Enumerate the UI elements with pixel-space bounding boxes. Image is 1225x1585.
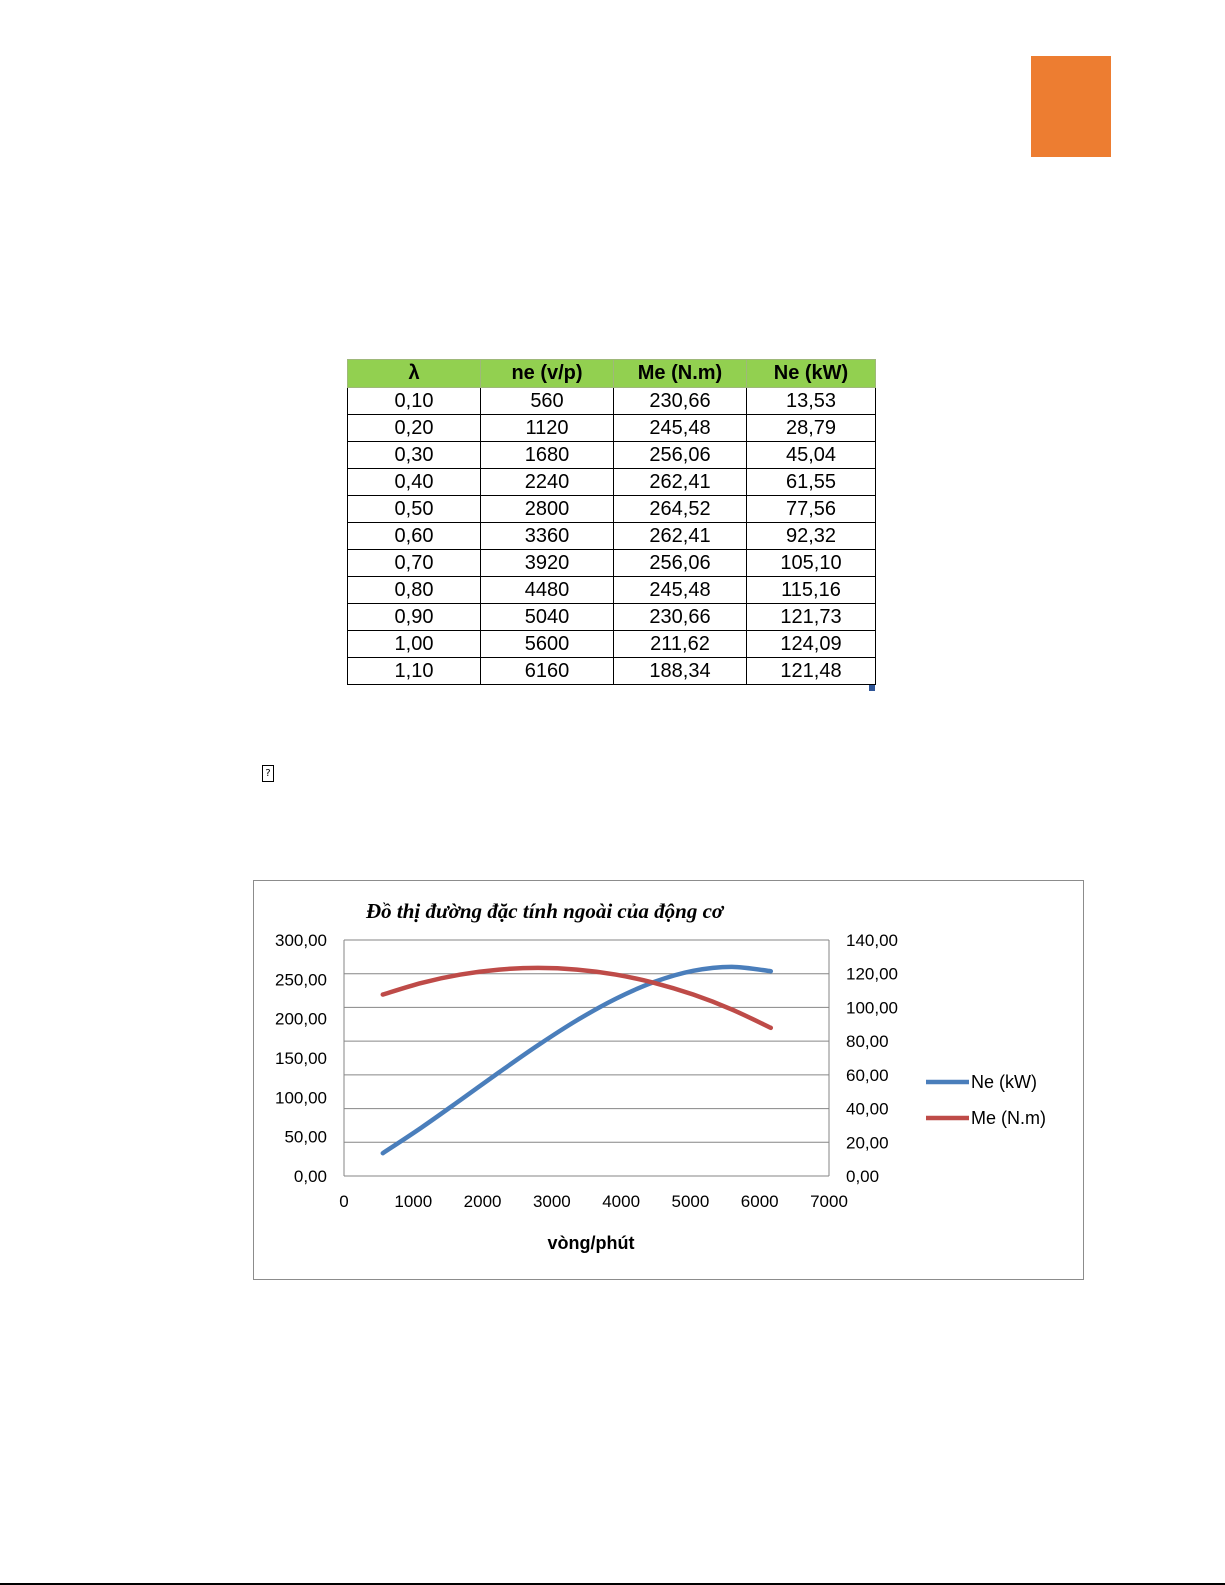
y-right-tick-label: 140,00 (846, 931, 898, 950)
y-left-tick-label: 250,00 (275, 970, 327, 990)
x-tick-label: 0 (339, 1192, 349, 1211)
cell-lambda: 1,10 (348, 658, 481, 685)
cell-power: 105,10 (747, 550, 876, 577)
table-row (348, 442, 876, 469)
x-tick-label: 2000 (463, 1192, 502, 1211)
cell-power: 13,53 (747, 388, 876, 415)
cell-lambda: 0,10 (348, 388, 481, 415)
cell-torque: 262,41 (614, 523, 747, 550)
table-row (348, 658, 876, 685)
cell-torque: 262,41 (614, 469, 747, 496)
y-right-tick-label: 60,00 (846, 1065, 889, 1085)
x-tick-label: 7000 (810, 1192, 848, 1211)
engine-data-table (347, 359, 876, 685)
missing-glyph-box: ? (262, 765, 274, 782)
legend-label: Me (N.m) (971, 1108, 1046, 1128)
y-right-tick-label: 80,00 (846, 1032, 889, 1052)
cell-power: 77,56 (747, 496, 876, 523)
cell-torque: 211,62 (614, 631, 747, 658)
cell-power: 61,55 (747, 469, 876, 496)
cell-lambda: 0,20 (348, 415, 481, 442)
y-left-tick-label: 300,00 (275, 931, 327, 950)
cell-speed: 6160 (481, 658, 614, 685)
cell-speed: 4480 (481, 577, 614, 604)
orange-accent-tab (1031, 56, 1111, 157)
x-axis-label: vòng/phút (547, 1233, 635, 1253)
cell-lambda: 0,90 (348, 604, 481, 631)
table-resize-handle[interactable] (869, 685, 875, 691)
cell-torque: 245,48 (614, 577, 747, 604)
y-right-tick-label: 100,00 (846, 998, 898, 1018)
cell-power: 45,04 (747, 442, 876, 469)
table-row (348, 604, 876, 631)
table-row (348, 577, 876, 604)
cell-speed: 560 (481, 388, 614, 415)
cell-speed: 3920 (481, 550, 614, 577)
series-line-ne-power (383, 967, 771, 1153)
cell-power: 28,79 (747, 415, 876, 442)
cell-speed: 1680 (481, 442, 614, 469)
y-left-tick-label: 50,00 (284, 1127, 327, 1147)
cell-power: 115,16 (747, 577, 876, 604)
table-row (348, 631, 876, 658)
cell-speed: 2240 (481, 469, 614, 496)
cell-power: 121,73 (747, 604, 876, 631)
cell-torque: 256,06 (614, 442, 747, 469)
cell-speed: 2800 (481, 496, 614, 523)
cell-torque: 188,34 (614, 658, 747, 685)
chart-title: Đồ thị đường đặc tính ngoài của động cơ (366, 899, 724, 923)
x-tick-label: 6000 (740, 1192, 779, 1211)
cell-speed: 5040 (481, 604, 614, 631)
cell-power: 92,32 (747, 523, 876, 550)
header-lambda: λ (348, 360, 481, 388)
table-row (348, 496, 876, 523)
cell-lambda: 1,00 (348, 631, 481, 658)
cell-lambda: 0,50 (348, 496, 481, 523)
header-me-torque: Me (N.m) (614, 360, 747, 388)
cell-speed: 5600 (481, 631, 614, 658)
y-right-tick-label: 40,00 (846, 1099, 889, 1119)
cell-power: 124,09 (747, 631, 876, 658)
cell-torque: 256,06 (614, 550, 747, 577)
cell-lambda: 0,40 (348, 469, 481, 496)
cell-speed: 3360 (481, 523, 614, 550)
y-left-tick-label: 200,00 (275, 1009, 327, 1029)
x-tick-label: 3000 (532, 1192, 571, 1211)
table-row (348, 388, 876, 415)
y-left-tick-label: 0,00 (293, 1167, 327, 1186)
cell-lambda: 0,70 (348, 550, 481, 577)
cell-lambda: 0,30 (348, 442, 481, 469)
header-ne-power: Ne (kW) (747, 360, 876, 388)
table-row (348, 469, 876, 496)
x-tick-label: 5000 (671, 1192, 710, 1211)
cell-power: 121,48 (747, 658, 876, 685)
cell-torque: 230,66 (614, 604, 747, 631)
table-header-row (348, 360, 876, 388)
cell-speed: 1120 (481, 415, 614, 442)
header-ne-speed: ne (v/p) (481, 360, 614, 388)
x-tick-label: 4000 (602, 1192, 641, 1211)
cell-torque: 264,52 (614, 496, 747, 523)
cell-torque: 230,66 (614, 388, 747, 415)
cell-torque: 245,48 (614, 415, 747, 442)
table-row (348, 523, 876, 550)
legend-label: Ne (kW) (971, 1072, 1037, 1092)
y-left-tick-label: 150,00 (275, 1049, 327, 1068)
cell-lambda: 0,80 (348, 577, 481, 604)
y-right-tick-label: 120,00 (846, 964, 898, 984)
table-row (348, 550, 876, 577)
table-row (348, 415, 876, 442)
x-tick-label: 1000 (394, 1192, 433, 1211)
y-right-tick-label: 20,00 (846, 1133, 889, 1153)
engine-characteristic-chart (254, 881, 1083, 1279)
y-right-tick-label: 0,00 (846, 1167, 880, 1186)
chart-frame (253, 880, 1084, 1280)
y-left-tick-label: 100,00 (275, 1088, 327, 1108)
cell-lambda: 0,60 (348, 523, 481, 550)
